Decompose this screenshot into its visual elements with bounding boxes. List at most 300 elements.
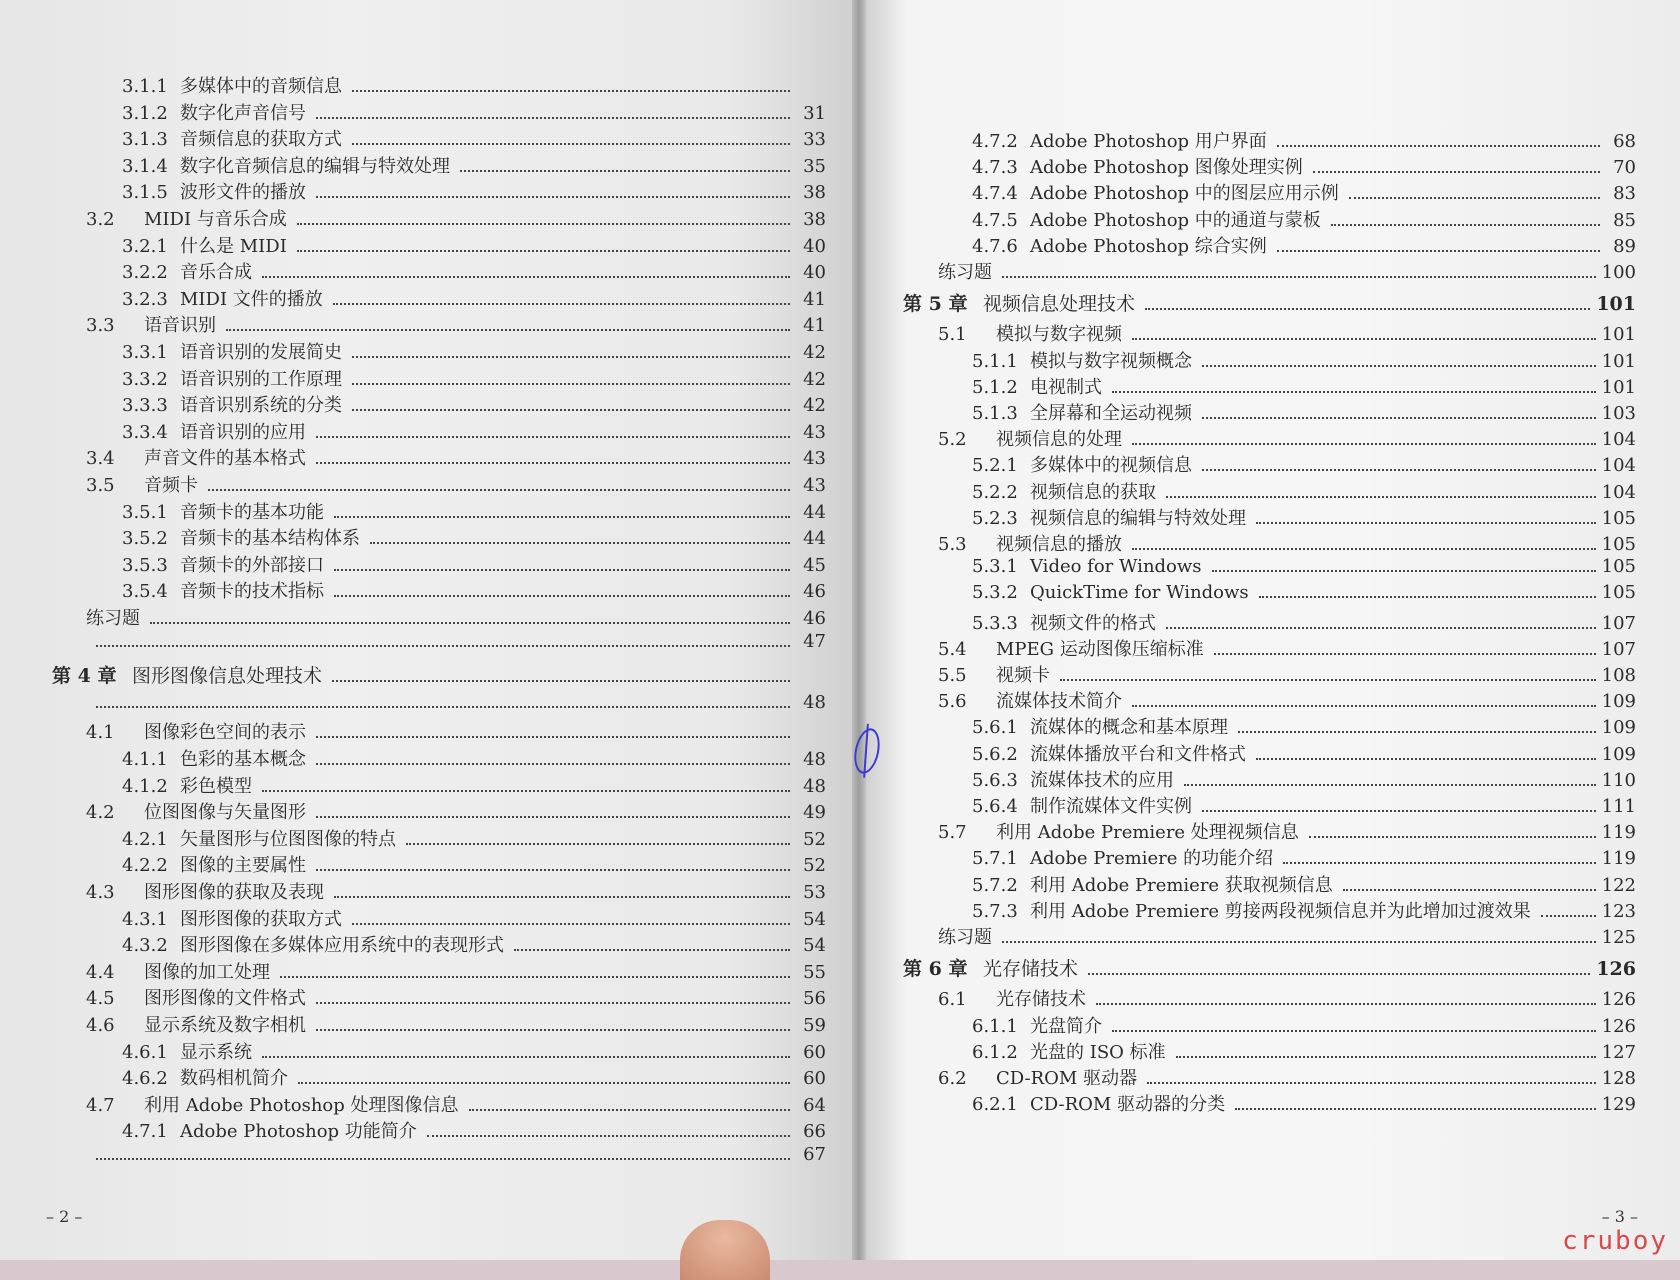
- toc-leader-dots: [1238, 730, 1596, 733]
- toc-entry-row: [86, 958, 826, 984]
- toc-entry-number: 4.1.1: [122, 749, 168, 770]
- toc-entry-number: 5.2: [938, 429, 967, 451]
- toc-entry-title: 图形图像的文件格式: [144, 988, 306, 1010]
- toc-entry-row: [972, 1012, 1636, 1038]
- toc-page-number: 64: [803, 1094, 826, 1116]
- toc-entry-row: [86, 1091, 826, 1117]
- toc-leader-dots: [1259, 595, 1596, 598]
- toc-entry-number: 5.1.2: [972, 376, 1018, 398]
- toc-entry-title: 视频卡: [996, 665, 1050, 686]
- toc-leader-dots: [370, 541, 790, 544]
- toc-entry-number: 4.7.2: [972, 131, 1018, 152]
- toc-entry-row: [938, 661, 1636, 687]
- toc-entry-title: 多媒体中的音频信息: [180, 76, 342, 97]
- toc-chapter-row: [903, 954, 1636, 981]
- toc-page-number: 38: [803, 182, 826, 204]
- toc-page-number: 126: [1601, 1015, 1636, 1037]
- toc-entry-number: 3.4: [86, 448, 115, 470]
- toc-leader-dots: [316, 195, 790, 198]
- toc-entry-number: 3.5: [86, 475, 115, 496]
- toc-page-number: 119: [1601, 848, 1636, 870]
- toc-entry-row: [122, 851, 826, 877]
- toc-entry-number: 4.6: [86, 1015, 115, 1036]
- toc-page-number: 104: [1601, 429, 1636, 451]
- toc-entry-title: 数字化音频信息的编辑与特效处理: [180, 155, 450, 177]
- toc-entry-number: 3.2.2: [122, 262, 168, 284]
- toc-leader-dots: [262, 789, 790, 792]
- toc-entry-number: 5.7.2: [972, 874, 1018, 896]
- toc-leader-dots: [316, 762, 790, 765]
- toc-page-number: 101: [1601, 324, 1636, 346]
- toc-entry-title: QuickTime for Windows: [1030, 582, 1249, 604]
- toc-entry-title: 流媒体技术简介: [996, 691, 1122, 713]
- toc-entry-row: [972, 153, 1636, 179]
- toc-entry-number: 4.7.3: [972, 157, 1018, 179]
- toc-entry-title: 声音文件的基本格式: [144, 448, 306, 470]
- toc-page-number: 40: [803, 235, 826, 257]
- toc-entry-number: 5.7.3: [972, 900, 1018, 922]
- toc-entry-row: [86, 1144, 826, 1165]
- toc-entry-row: [86, 205, 826, 231]
- watermark: cruboy: [1562, 1226, 1668, 1256]
- toc-leader-dots: [1002, 275, 1596, 278]
- toc-entry-row: [972, 582, 1636, 603]
- toc-leader-dots: [96, 705, 790, 708]
- toc-entry-row: [86, 444, 826, 470]
- toc-leader-dots: [316, 116, 790, 119]
- toc-page-number: 109: [1601, 717, 1636, 739]
- toc-entry-row: [972, 609, 1636, 635]
- toc-entry-row: [122, 365, 826, 391]
- toc-entry-title: CD-ROM 驱动器: [996, 1068, 1138, 1089]
- toc-leader-dots: [297, 222, 790, 225]
- toc-page-number: 83: [1613, 183, 1636, 205]
- toc-page-number: 59: [803, 1015, 826, 1036]
- toc-leader-dots: [1132, 442, 1596, 445]
- toc-entry-number: 5.2.3: [972, 507, 1018, 529]
- toc-entry-row: [122, 772, 826, 798]
- toc-entry-title: 数码相机简介: [180, 1068, 288, 1090]
- toc-entry-row: [938, 530, 1636, 556]
- toc-entry-title: 什么是 MIDI: [180, 235, 287, 257]
- toc-entry-row: [938, 635, 1636, 661]
- toc-leader-dots: [332, 679, 790, 682]
- toc-entry-row: [86, 718, 826, 744]
- toc-leader-dots: [334, 594, 790, 597]
- toc-entry-row: [938, 320, 1636, 346]
- toc-leader-dots: [1256, 521, 1596, 524]
- toc-page-number: 107: [1601, 638, 1636, 660]
- toc-entry-title: 图形图像的获取及表现: [144, 882, 324, 903]
- toc-page-number: 105: [1601, 507, 1636, 529]
- toc-leader-dots: [1277, 144, 1600, 147]
- toc-entry-number: 5.6.1: [972, 717, 1018, 739]
- toc-entry-number: 3.1.2: [122, 102, 168, 124]
- toc-leader-dots: [1202, 416, 1596, 419]
- toc-entry-number: 5.1.1: [972, 350, 1018, 372]
- toc-entry-number: 3.2.3: [122, 288, 168, 310]
- right-page: [858, 0, 1680, 1260]
- toc-entry-number: 4.7.5: [972, 209, 1018, 231]
- toc-page-number: 47: [803, 630, 826, 652]
- toc-entry-row: [86, 692, 826, 713]
- toc-entry-row: [972, 232, 1636, 258]
- toc-entry-number: 3.1.3: [122, 129, 168, 151]
- toc-leader-dots: [150, 621, 790, 624]
- toc-entry-title: 流媒体播放平台和文件格式: [1030, 743, 1246, 765]
- toc-entry-title: 图像彩色空间的表示: [144, 722, 306, 744]
- toc-entry-number: 3.5.3: [122, 554, 168, 576]
- toc-entry-number: 5.4: [938, 638, 967, 660]
- toc-page-number: 54: [803, 908, 826, 930]
- toc-page-number: 110: [1601, 769, 1636, 791]
- toc-entry-row: [972, 844, 1636, 870]
- toc-entry-title: 图形图像在多媒体应用系统中的表现形式: [180, 935, 504, 957]
- toc-leader-dots: [316, 461, 790, 464]
- toc-page-number: 66: [803, 1121, 826, 1143]
- toc-leader-dots: [514, 948, 790, 951]
- toc-leader-dots: [316, 1028, 790, 1031]
- toc-page-number: 60: [803, 1068, 826, 1090]
- toc-page-number: 105: [1601, 582, 1636, 604]
- toc-leader-dots: [1166, 495, 1596, 498]
- toc-entry-row: [86, 311, 826, 337]
- toc-entry-number: 3.5.1: [122, 501, 168, 523]
- toc-page-number: 126: [1596, 958, 1636, 981]
- toc-leader-dots: [352, 408, 790, 411]
- toc-entry-row: [122, 524, 826, 550]
- toc-entry-number: 4.3.1: [122, 908, 168, 930]
- toc-entry-row: [122, 577, 826, 603]
- toc-entry-number: 4.7.6: [972, 235, 1018, 257]
- toc-entry-title: 练习题: [938, 927, 992, 948]
- toc-entry-row: [972, 792, 1636, 818]
- toc-page-number: 123: [1601, 900, 1636, 922]
- toc-entry-title: 显示系统: [180, 1041, 252, 1063]
- toc-page-number: 85: [1613, 209, 1636, 231]
- toc-entry-title: 全屏幕和全运动视频: [1030, 403, 1192, 424]
- toc-entry-title: Adobe Photoshop 图像处理实例: [1030, 157, 1303, 179]
- toc-entry-number: 6.2: [938, 1068, 967, 1089]
- toc-page-number: 105: [1601, 534, 1636, 555]
- toc-entry-title: Video for Windows: [1030, 556, 1202, 578]
- toc-leader-dots: [1166, 626, 1596, 629]
- toc-leader-dots: [1283, 861, 1596, 864]
- toc-entry-number: 5.6.4: [972, 796, 1018, 817]
- toc-page-number: 48: [803, 749, 826, 770]
- toc-page-number: 111: [1601, 796, 1636, 817]
- toc-entry-number: 3.5.2: [122, 528, 168, 550]
- toc-entry-row: [972, 740, 1636, 766]
- toc-entry-title: 光存储技术: [996, 989, 1086, 1011]
- toc-page-number: 43: [803, 475, 826, 496]
- toc-entry-title: Adobe Photoshop 功能简介: [180, 1121, 417, 1143]
- toc-leader-dots: [1349, 196, 1600, 199]
- toc-entry-number: 6.1: [938, 989, 967, 1011]
- toc-entry-title: 视频信息的编辑与特效处理: [1030, 507, 1246, 529]
- toc-entry-title: 彩色模型: [180, 775, 252, 797]
- toc-entry-row: [972, 179, 1636, 205]
- toc-entry-number: 3.3.3: [122, 395, 168, 417]
- toc-entry-title: 数字化声音信号: [180, 102, 306, 124]
- toc-entry-title: 利用 Adobe Premiere 剪接两段视频信息并为此增加过渡效果: [1030, 900, 1531, 922]
- toc-page-number: 41: [803, 288, 826, 310]
- toc-entry-row: [938, 1064, 1636, 1090]
- toc-leader-dots: [208, 488, 790, 491]
- toc-page-number: 109: [1601, 743, 1636, 765]
- toc-page-number: 68: [1613, 131, 1636, 152]
- toc-leader-dots: [334, 568, 790, 571]
- toc-leader-dots: [427, 1134, 790, 1137]
- toc-entry-number: 5.3: [938, 534, 967, 555]
- toc-entry-number: 5.2.2: [972, 481, 1018, 503]
- toc-leader-dots: [352, 142, 790, 145]
- toc-leader-dots: [316, 815, 790, 818]
- toc-entry-title: 音频卡的技术指标: [180, 581, 324, 603]
- toc-leader-dots: [1343, 888, 1596, 891]
- toc-entry-title: Adobe Photoshop 中的图层应用示例: [1030, 183, 1339, 205]
- toc-entry-number: 4.6.2: [122, 1068, 168, 1090]
- toc-leader-dots: [96, 1157, 790, 1160]
- toc-leader-dots: [1112, 1029, 1596, 1032]
- toc-entry-number: 3.1.5: [122, 182, 168, 204]
- toc-leader-dots: [334, 515, 790, 518]
- toc-leader-dots: [1176, 1055, 1596, 1058]
- toc-leader-dots: [1331, 223, 1600, 226]
- toc-entry-row: [122, 391, 826, 417]
- toc-entry-number: 3.5.4: [122, 581, 168, 603]
- toc-leader-dots: [280, 975, 790, 978]
- toc-entry-number: 5.7: [938, 822, 967, 844]
- toc-entry-row: [938, 985, 1636, 1011]
- toc-page-number: 89: [1613, 235, 1636, 257]
- toc-page-number: 109: [1601, 691, 1636, 713]
- toc-entry-row: [972, 1038, 1636, 1064]
- toc-leader-dots: [352, 922, 790, 925]
- toc-leader-dots: [406, 842, 790, 845]
- toc-entry-row: [122, 1117, 826, 1143]
- toc-entry-row: [972, 451, 1636, 477]
- toc-entry-title: 流媒体技术的应用: [1030, 769, 1174, 791]
- toc-page-number: 38: [803, 209, 826, 230]
- toc-entry-number: 4.2: [86, 802, 115, 824]
- toc-entry-number: 6.2.1: [972, 1094, 1018, 1116]
- toc-page-number: 45: [803, 554, 826, 576]
- toc-entry-title: 图像的加工处理: [144, 961, 270, 983]
- toc-page-number: 100: [1601, 262, 1636, 283]
- toc-entry-row: [938, 687, 1636, 713]
- toc-page-number: 48: [803, 691, 826, 713]
- toc-entry-number: 5.6.2: [972, 743, 1018, 765]
- toc-page-number: 43: [803, 448, 826, 470]
- toc-entry-row: [972, 871, 1636, 897]
- toc-leader-dots: [316, 435, 790, 438]
- toc-page-number: 104: [1601, 481, 1636, 503]
- toc-entry-title: 模拟与数字视频: [996, 324, 1122, 346]
- toc-leader-dots: [1112, 390, 1596, 393]
- toc-entry-title: MPEG 运动图像压缩标准: [996, 638, 1204, 660]
- toc-entry-number: 5.5: [938, 665, 967, 686]
- toc-entry-title: 视频信息的播放: [996, 534, 1122, 555]
- toc-entry-number: 3.1.1: [122, 76, 168, 97]
- toc-entry-row: [122, 99, 826, 125]
- toc-page-number: 128: [1601, 1068, 1636, 1089]
- toc-page-number: 44: [803, 501, 826, 523]
- toc-entry-title: 视频文件的格式: [1030, 612, 1156, 634]
- toc-leader-dots: [352, 89, 790, 92]
- toc-page-number: 126: [1601, 989, 1636, 1011]
- toc-entry-row: [86, 1011, 826, 1037]
- toc-leader-dots: [1277, 249, 1600, 252]
- toc-entry-title: 模拟与数字视频概念: [1030, 350, 1192, 372]
- toc-entry-number: 3.1.4: [122, 155, 168, 177]
- toc-entry-number: 5.6: [938, 691, 967, 713]
- toc-entry-number: 4.3.2: [122, 935, 168, 957]
- toc-leader-dots: [1202, 468, 1596, 471]
- toc-leader-dots: [1202, 809, 1596, 812]
- toc-leader-dots: [1313, 170, 1600, 173]
- toc-entry-number: 第 5 章: [903, 293, 968, 316]
- toc-page-number: 53: [803, 882, 826, 903]
- toc-page-number: 108: [1601, 665, 1636, 686]
- toc-leader-dots: [316, 735, 790, 738]
- toc-entry-row: [122, 178, 826, 204]
- toc-entry-title: 语音识别的发展简史: [180, 342, 342, 363]
- toc-entry-title: 语音识别的应用: [180, 421, 306, 443]
- toc-entry-row: [972, 127, 1636, 153]
- toc-page-number: 60: [803, 1041, 826, 1063]
- toc-leader-dots: [333, 302, 790, 305]
- toc-entry-row: [122, 1064, 826, 1090]
- toc-entry-title: 音频信息的获取方式: [180, 129, 342, 151]
- toc-leader-dots: [352, 382, 790, 385]
- toc-entry-number: 4.7: [86, 1094, 115, 1116]
- toc-leader-dots: [352, 355, 790, 358]
- toc-entry-number: 第 4 章: [52, 665, 117, 688]
- toc-page-number: 42: [803, 368, 826, 390]
- toc-leader-dots: [1132, 704, 1596, 707]
- toc-page-number: 44: [803, 528, 826, 550]
- toc-entry-title: 图形图像的获取方式: [180, 908, 342, 930]
- toc-leader-dots: [1088, 972, 1590, 975]
- toc-entry-row: [122, 905, 826, 931]
- toc-entry-title: 利用 Adobe Premiere 获取视频信息: [1030, 874, 1333, 896]
- toc-entry-row: [122, 285, 826, 311]
- toc-entry-number: 5.3.1: [972, 556, 1018, 578]
- toc-entry-row: [122, 551, 826, 577]
- toc-entry-number: 6.1.2: [972, 1041, 1018, 1063]
- toc-entry-title: MIDI 文件的播放: [180, 288, 323, 310]
- toc-entry-number: 5.1.3: [972, 403, 1018, 424]
- toc-entry-number: 3.2: [86, 209, 115, 230]
- toc-page-number: 129: [1601, 1094, 1636, 1116]
- toc-entry-number: 4.2.1: [122, 828, 168, 850]
- toc-entry-row: [972, 399, 1636, 425]
- toc-entry-title: Adobe Photoshop 综合实例: [1030, 235, 1267, 257]
- toc-leader-dots: [298, 1081, 790, 1084]
- toc-page-number: 31: [803, 102, 826, 124]
- toc-leader-dots: [1214, 652, 1596, 655]
- toc-entry-row: [972, 347, 1636, 373]
- toc-leader-dots: [1132, 337, 1596, 340]
- toc-entry-number: 4.6.1: [122, 1041, 168, 1063]
- toc-entry-row: [122, 125, 826, 151]
- toc-entry-number: 5.2.1: [972, 455, 1018, 477]
- toc-entry-row: [86, 604, 826, 630]
- toc-page-number: 125: [1601, 927, 1636, 948]
- toc-page-number: 101: [1601, 376, 1636, 398]
- toc-entry-row: [972, 556, 1636, 577]
- toc-entry-number: 5.6.3: [972, 769, 1018, 791]
- toc-entry-title: 利用 Adobe Premiere 处理视频信息: [996, 822, 1299, 844]
- toc-entry-number: 5.7.1: [972, 848, 1018, 870]
- toc-entry-title: 光存储技术: [983, 958, 1079, 981]
- toc-page-number: 119: [1601, 822, 1636, 844]
- toc-entry-number: 3.2.1: [122, 235, 168, 257]
- toc-page-number: 35: [803, 155, 826, 177]
- toc-page-number: 41: [803, 315, 826, 337]
- toc-entry-title: 波形文件的播放: [180, 182, 306, 204]
- toc-entry-title: 矢量图形与位图图像的特点: [180, 828, 396, 850]
- toc-page-number: 42: [803, 342, 826, 363]
- toc-entry-number: 4.3: [86, 882, 115, 903]
- toc-entry-title: CD-ROM 驱动器的分类: [1030, 1094, 1226, 1116]
- toc-entry-title: 音频卡的基本功能: [180, 501, 324, 523]
- toc-page-number: 40: [803, 262, 826, 284]
- toc-entry-title: 音频卡: [144, 475, 198, 496]
- toc-entry-title: 图形图像信息处理技术: [132, 665, 323, 688]
- toc-entry-title: 语音识别的工作原理: [180, 368, 342, 390]
- toc-leader-dots: [1256, 757, 1596, 760]
- toc-leader-dots: [1132, 547, 1596, 550]
- toc-entry-title: Adobe Photoshop 中的通道与蒙板: [1030, 209, 1321, 231]
- toc-entry-row: [972, 713, 1636, 739]
- toc-page-number: 101: [1601, 350, 1636, 372]
- toc-entry-row: [86, 984, 826, 1010]
- toc-chapter-row: [52, 661, 826, 688]
- left-page-number: – 2 –: [46, 1207, 83, 1226]
- toc-entry-title: 多媒体中的视频信息: [1030, 455, 1192, 477]
- toc-entry-row: [972, 766, 1636, 792]
- toc-page-number: 43: [803, 421, 826, 443]
- toc-leader-dots: [262, 275, 790, 278]
- toc-entry-title: MIDI 与音乐合成: [144, 209, 287, 230]
- toc-entry-row: [972, 206, 1636, 232]
- toc-entry-row: [86, 471, 826, 497]
- toc-page-number: 67: [803, 1144, 826, 1165]
- toc-entry-title: 利用 Adobe Photoshop 处理图像信息: [144, 1094, 459, 1116]
- toc-entry-row: [972, 897, 1636, 923]
- toc-page-number: 107: [1601, 612, 1636, 634]
- toc-entry-number: 4.7.1: [122, 1121, 168, 1143]
- toc-page-number: 33: [803, 129, 826, 151]
- toc-leader-dots: [1145, 307, 1590, 310]
- toc-leader-dots: [1202, 364, 1596, 367]
- toc-entry-row: [122, 498, 826, 524]
- toc-entry-row: [122, 152, 826, 178]
- toc-page-number: 48: [803, 775, 826, 797]
- toc-leader-dots: [1147, 1081, 1596, 1084]
- toc-entry-number: 4.1: [86, 722, 115, 744]
- toc-page-number: 70: [1613, 157, 1636, 179]
- toc-entry-number: 3.3.2: [122, 368, 168, 390]
- toc-leader-dots: [262, 1055, 790, 1058]
- toc-entry-row: [122, 338, 826, 364]
- toc-page-number: 55: [803, 961, 826, 983]
- toc-page-number: 42: [803, 395, 826, 417]
- toc-entry-number: 4.2.2: [122, 855, 168, 877]
- toc-page-number: 54: [803, 935, 826, 957]
